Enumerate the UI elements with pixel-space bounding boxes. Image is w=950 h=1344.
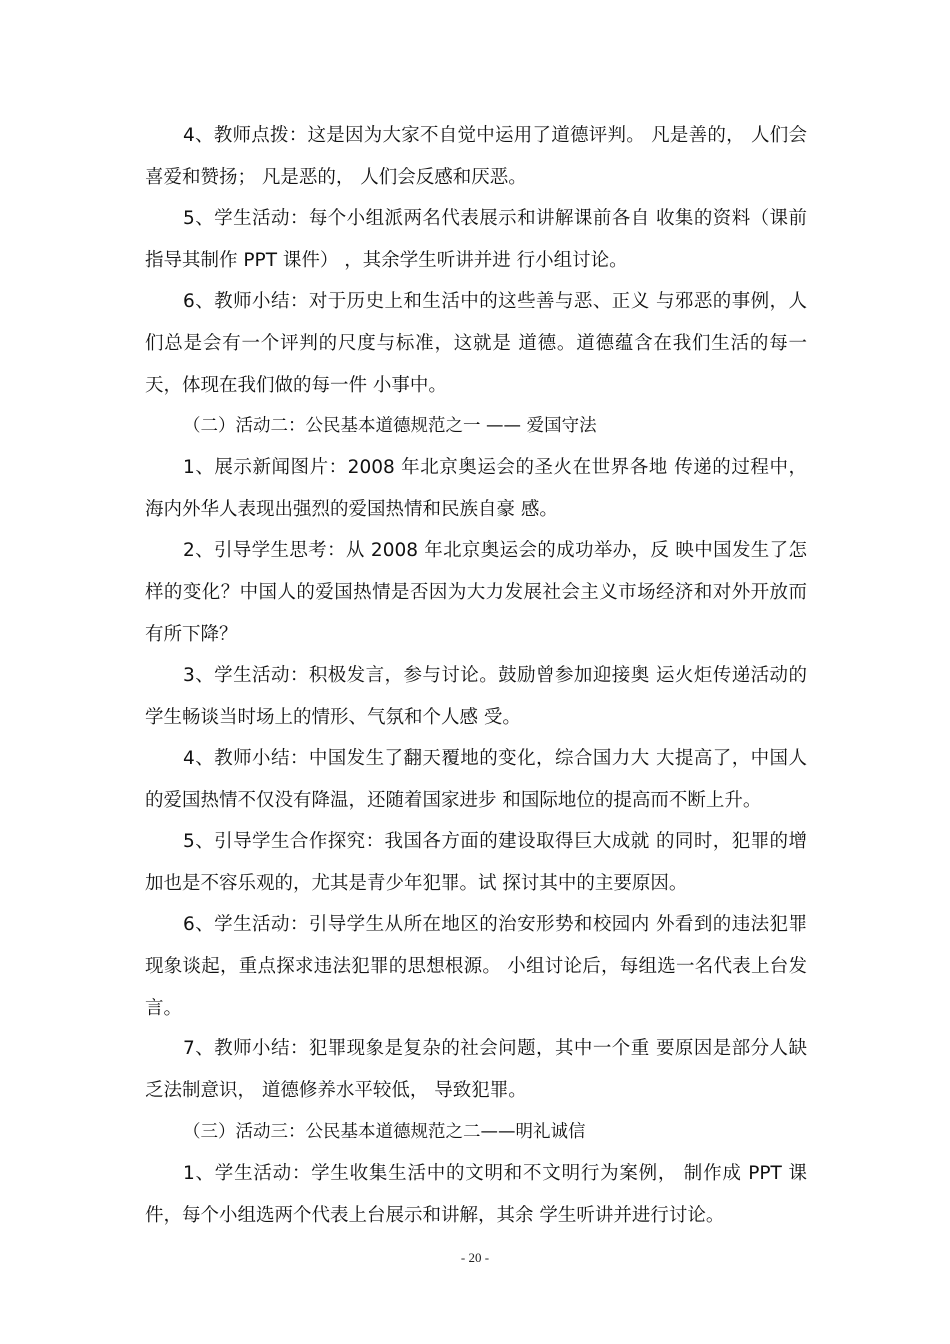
paragraph-cooperative-inquiry: 5、引导学生合作探究：我国各方面的建设取得巨大成就 的同时，犯罪的增加也是不容乐观的，尤其是青少年犯罪。试 探讨其中的主要原因。 — [145, 831, 807, 894]
paragraph-student-activity-presentation: 5、学生活动：每个小组派两名代表展示和讲解课前各自 收集的资料（课前指导其制作 PPT 课件） ，其余学生听讲并进 行小组讨论。 — [145, 208, 807, 271]
paragraph-student-activity-crime: 6、学生活动：引导学生从所在地区的治安形势和校园内 外看到的违法犯罪现象谈起，重点探求违法犯罪的思想根源。 小组讨论后，每组选一名代表上台发言。 — [145, 914, 807, 1019]
paragraph-teacher-summary-morality: 6、教师小结：对于历史上和生活中的这些善与恶、正义 与邪恶的事例，人们总是会有一个评判的尺度与标准，这就是 道德。道德蕴含在我们生活的每一天，体现在我们做的每一件 小事中。 — [145, 291, 807, 396]
paragraph-teacher-summary-patriotism: 4、教师小结：中国发生了翻天覆地的变化，综合国力大 大提高了，中国人的爱国热情不仅没有降温，还随着国家进步 和国际地位的提高而不断上升。 — [145, 748, 807, 811]
section-heading-activity-two: （二）活动二：公民基本道德规范之一 —— 爱国守法 — [183, 416, 597, 436]
paragraph-teacher-guidance: 4、教师点拨：这是因为大家不自觉中运用了道德评判。 凡是善的， 人们会喜爱和赞扬； 凡是恶的， 人们会反感和厌恶。 — [145, 125, 807, 188]
paragraph-news-pictures: 1、展示新闻图片：2008 年北京奥运会的圣火在世界各地 传递的过程中，海内外华人表现出强烈的爱国热情和民族自豪 感。 — [145, 457, 807, 520]
paragraph-civility-cases: 1、学生活动：学生收集生活中的文明和不文明行为案例， 制作成 PPT 课件，每个小组选两个代表上台展示和讲解，其余 学生听讲并进行讨论。 — [145, 1163, 807, 1226]
paragraph-guide-thinking: 2、引导学生思考：从 2008 年北京奥运会的成功举办，反 映中国发生了怎样的变化？中国人的爱国热情是否因为大力发展社会主义市场经济和对外开放而有所下降？ — [145, 540, 807, 645]
paragraph-teacher-summary-crime: 7、教师小结：犯罪现象是复杂的社会问题，其中一个重 要原因是部分人缺乏法制意识， 道德修养水平较低， 导致犯罪。 — [145, 1038, 807, 1101]
page-number: - 20 - — [460, 1250, 490, 1265]
paragraph-student-discussion: 3、学生活动：积极发言，参与讨论。鼓励曾参加迎接奥 运火炬传递活动的学生畅谈当时场上的情形、气氛和个人感 受。 — [145, 665, 807, 728]
section-heading-activity-three: （三）活动三：公民基本道德规范之二——明礼诚信 — [183, 1122, 586, 1142]
